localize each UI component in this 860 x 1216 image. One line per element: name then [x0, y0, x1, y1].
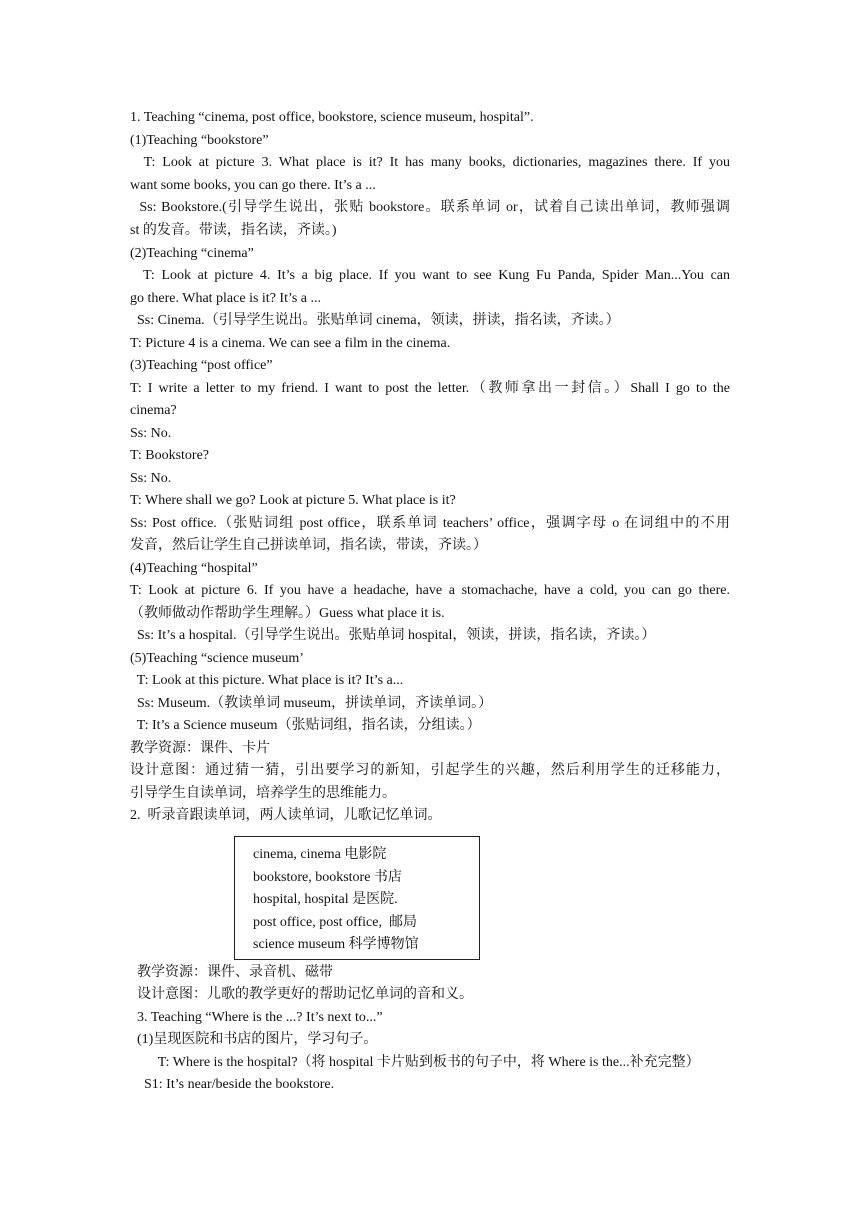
text-line: Ss: Bookstore.(引导学生说出，张贴 bookstore。联系单词 or，试着自己读出单词，教师强调	[130, 200, 730, 215]
text-line: go there. What place is it? It’s a ...	[130, 291, 322, 306]
subsection-bookstore-heading: (1)Teaching “bookstore”	[130, 133, 269, 148]
text-line: want some books, you can go there. It’s a ...	[130, 178, 376, 193]
chant-line: bookstore, bookstore 书店	[253, 870, 402, 885]
text-line: T: Bookstore?	[130, 448, 210, 463]
subsection-hospital-heading: (4)Teaching “hospital”	[130, 561, 258, 576]
text-line: T: Look at picture 4. It’s a big place. If you want to see Kung Fu Panda, Spider Man...You can	[130, 268, 730, 283]
text-line: T: Look at this picture. What place is it? It’s a...	[130, 673, 404, 688]
text-line: （教师做动作帮助学生理解。）Guess what place it is.	[130, 606, 445, 621]
text-line: T: I write a letter to my friend. I want to post the letter.（教师拿出一封信。）Shall I go to the	[130, 381, 730, 396]
teaching-resources-line: 教学资源：课件、录音机、磁带	[130, 965, 333, 980]
chant-box	[234, 836, 480, 960]
text-line: S1: It’s near/beside the bookstore.	[130, 1077, 335, 1092]
chant-line: hospital, hospital 是医院.	[253, 892, 398, 907]
design-intent-line: 设计意图：通过猜一猜，引出要学习的新知，引起学生的兴趣，然后利用学生的迁移能力，	[130, 763, 730, 778]
section-1-heading: 1. Teaching “cinema, post office, bookstore, science museum, hospital”.	[130, 110, 534, 125]
text-line: 发音，然后让学生自己拼读单词，指名读，带读，齐读。）	[130, 538, 487, 553]
subsection-science-museum-heading: (5)Teaching “science museum’	[130, 651, 304, 666]
text-line: Ss: It’s a hospital.（引导学生说出。张贴单词 hospital，领读，拼读，指名读，齐读。）	[130, 628, 656, 643]
subsection-post-office-heading: (3)Teaching “post office”	[130, 358, 273, 373]
text-line: T: Picture 4 is a cinema. We can see a film in the cinema.	[130, 336, 451, 351]
text-line: T: Look at picture 6. If you have a headache, have a stomachache, have a cold, you can go there.	[130, 583, 730, 598]
text-line: Ss: No.	[130, 426, 172, 441]
text-line: Ss: Museum.（教读单词 museum，拼读单词，齐读单词。）	[130, 696, 493, 711]
section-2-heading: 2. 听录音跟读单词，两人读单词，儿歌记忆单词。	[130, 808, 442, 823]
teaching-resources-line: 教学资源：课件、卡片	[130, 741, 270, 756]
subsection-cinema-heading: (2)Teaching “cinema”	[130, 246, 254, 261]
text-line: Ss: No.	[130, 471, 172, 486]
text-line: Ss: Post office.（张贴词组 post office，联系单词 teachers’ office，强调字母 o 在词组中的不用	[130, 516, 730, 531]
text-line: T: Look at picture 3. What place is it? It has many books, dictionaries, magazines there. If you	[130, 155, 730, 170]
text-line: 引导学生自读单词，培养学生的思维能力。	[130, 786, 396, 801]
text-line: Ss: Cinema.（引导学生说出。张贴单词 cinema，领读，拼读，指名读，齐读。）	[130, 313, 620, 328]
text-line: T: Where is the hospital?（将 hospital 卡片贴到板书的句子中，将 Where is the...补充完整）	[130, 1055, 700, 1070]
design-intent-line: 设计意图：儿歌的教学更好的帮助记忆单词的音和义。	[130, 987, 473, 1002]
chant-line: post office, post office, 邮局	[253, 915, 417, 930]
text-line: st 的发音。带读，指名读，齐读。)	[130, 223, 337, 238]
chant-line: science museum 科学博物馆	[253, 937, 419, 952]
section-3-heading: 3. Teaching “Where is the ...? It’s next to...”	[130, 1010, 383, 1025]
text-line: cinema?	[130, 403, 177, 418]
text-line: T: Where shall we go? Look at picture 5. What place is it?	[130, 493, 456, 508]
chant-line: cinema, cinema 电影院	[253, 847, 387, 862]
text-line: (1)呈现医院和书店的图片，学习句子。	[130, 1032, 378, 1047]
text-line: T: It’s a Science museum（张贴词组，指名读，分组读。）	[130, 718, 481, 733]
